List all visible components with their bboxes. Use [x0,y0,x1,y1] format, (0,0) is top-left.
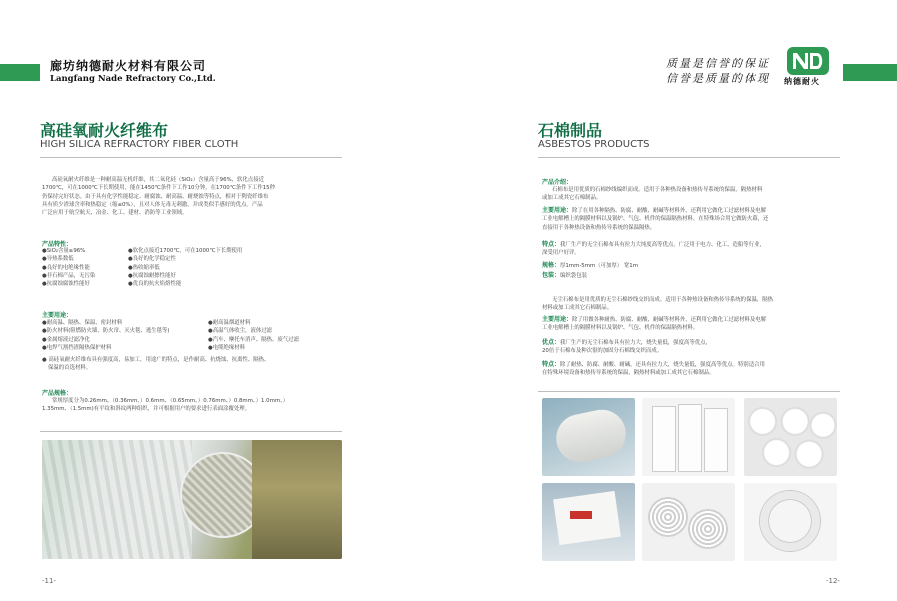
red-label [570,511,592,519]
use-item: ●电缆绝缘材料 [208,344,246,351]
intro-line: 1700℃，可在1000℃下长期使用，能在1450℃条件下工作10分钟，在1700℃条件下工作15秒 [42,185,275,192]
intro-line: 广泛应用于航空航天、冶金、化工、建材、消防等工业领域。 [42,210,188,217]
use-item: ●耐高温烟道材料 [208,320,251,326]
use2-block [542,316,842,333]
uses-extra-line: ● 高硅氧耐火纤维布具有强度高，易加工，用途广的特点，是作耐高、抗烧蚀、抗离性、隔热、 [42,357,270,363]
roll-shape [552,405,630,467]
uses-extra [42,356,342,373]
feat2-block [542,361,842,378]
use2-label: 主要用途： [542,316,573,323]
slogan-line-2: 信誉是质量的体现 [666,72,770,85]
features-col-2 [128,247,242,288]
title-divider [40,157,342,158]
right-intro [542,186,842,203]
spec-paragraph [42,397,342,414]
feature-item: ●优良的抗火焰熔性能 [128,281,182,288]
use-item: ●耐高温、隔热、保温、密封材料 [42,320,123,326]
adv-line: 20倍于石棉布及种次很的加固分石棉线交织而成。 [542,348,663,355]
use-item: ●电焊气割挡渣隔热保护材料 [42,344,112,351]
use1-line [542,207,842,215]
bag-shape [652,406,676,472]
right-intro-line: 石棉布是用优质的石棉纱线编织而成。适用于各种热设备和热传导系统的保温，隔热材料 [552,187,763,193]
use-item: ●汽车、摩托车消声、隔热、废气过滤 [208,336,299,343]
para2-line: 无尘石棉布是用优质的无尘石棉纱线交织而成。适用于各种热设备和热传导系统的保温，隔热 [552,297,774,303]
feature-item: ●抗腐蚀耐擦性能好 [128,272,176,279]
nd-logo [787,47,829,75]
feat1-label: 特点： [542,241,561,248]
feature-item: ●软化点接近1700℃，可在1000℃下长期使用 [128,248,243,254]
right-title-cn: 石棉制品 [538,121,603,140]
uses-extra-line: 保温的首选材料。 [48,365,92,372]
features-col-1 [42,247,95,288]
intro-paragraph [42,176,342,217]
page-title-cn: 高硅氧耐火纤维布 [40,121,169,140]
asbestos-rope-coil-photo [642,483,735,561]
company-name-cn: 廊坊纳德耐火材料有限公司 [50,59,207,73]
use1-block [542,207,842,232]
rope-ring [760,491,820,551]
para2-block [542,296,842,313]
right-text-divider [538,391,840,392]
logo-text: 纳德耐火 [784,77,820,86]
feat2-text: 除了耐热、防腐、耐酸、耐碱，还具有拉力大，烧失量低，强度高等优点。特别适合用 [560,362,765,368]
use-item: ●金属熔液过滤净化 [42,336,90,343]
feature-item: ●非石棉产品，无污染 [42,272,96,279]
fiber-cloth-photo [42,440,342,559]
feature-item: ●热收缩率低 [128,264,160,271]
asbestos-sheet-bag-photo [542,483,635,561]
asbestos-rope-ring-photo [744,483,837,561]
feature-item: ●良好的化学稳定性 [128,256,176,263]
feature-item: ●导热系数低 [42,256,74,263]
use-item: ●防火材料(阻燃防火墙、防火帘、灭火毯、逃生毯等) [42,328,170,335]
feat1-line: 深受用户好评。 [542,250,580,257]
use1-text: 除了在用各种隔热、防腐、耐酸、耐碱等材料外，还利用它做化工过滤材料及电解 [572,208,767,214]
use2-text: 除了用做各种耐热、防腐、耐酸、耐碱等材料外，还利用它做化工过滤材料及电解 [572,317,767,323]
uses-col-1 [42,319,170,352]
feat1-text: 我厂生产的无尘石棉布具有拉力大纯度高等优点，广泛用于电力、化工、造船等行业， [560,242,765,248]
adv-text: 我厂生产的无尘石棉布具有拉力大，烧失量低，强度高等优点， [560,340,711,346]
use1-label: 主要用途： [542,207,573,214]
bag-shape [678,404,702,472]
use1-line: 工业电解槽上的隔膜材料以及锅炉、气包、机件的保温隔热材料，在特殊场合用它做防火幕，还 [542,216,769,223]
rope-coil [648,497,688,537]
intro-line: 具有质少渣球含率和热稳定（缩≤0%），且对人体无毒无刺激，并成类似手感好的优点。产品 [42,201,263,208]
fiber-cloth-roll [42,440,192,559]
uses-col-2 [208,319,299,352]
spec1-label: 规格： [542,262,561,269]
spec1-text: 厚1mm-5mm（可加厚） 宽1m [560,263,638,269]
spec1-row [542,262,638,270]
left-header-bar [0,64,40,81]
feature-item: ●SiO₂含量≥96% [42,248,86,254]
fiber-cloth-gold-roll [252,440,342,559]
right-title-en: ASBESTOS PRODUCTS [538,139,650,150]
use2-line: 工业电解槽上的隔膜材料以及锅炉、气包、机件的保温隔热材料。 [542,325,699,332]
right-header-bar [843,64,897,81]
bag-shape [704,408,728,472]
asbestos-rolls-stack-photo [744,398,837,476]
nd-logo-mark [787,47,829,75]
feature-item: ●抗腐蚀腐蚀性能好 [42,281,90,288]
feat2-line [542,361,842,369]
feat2-line: 在特殊环境设备和热传导系统的保温，隔热材料或加工成其它石棉制品。 [542,370,715,377]
left-page-number: -11- [42,577,56,585]
feat1-line [542,241,842,249]
features-heading: 产品特性： [42,241,73,248]
pack-label: 包装： [542,272,561,279]
intro-line: 仍保持完好状态。由于具有化学性能稳定、耐腐蚀、耐高温、耐烧蚀等特点，相对于陶瓷纤维布 [42,193,269,200]
adv-block [542,339,842,356]
adv-label: 优点： [542,339,561,346]
rope-coil [688,509,728,549]
feature-item: ●良好的电绝缘性能 [42,264,90,271]
spec-line: 常规厚度分为0.26mm、（0.36mm、）0.6mm、（0.65mm、）0.76mm、）0.8mm、）1.0mm、） [52,398,289,404]
adv-line [542,339,842,347]
intro-line: 高硅氧耐火纤维是一种耐高温无机纤维，其二氧化硅（SiO₂）含量高于96%，软化点接近 [52,177,264,183]
right-page-number: -12- [826,577,840,585]
spec-divider [40,431,342,432]
feat2-label: 特点： [542,361,561,368]
use2-line [542,316,842,324]
slogan-line-1: 质量是信誉的保证 [666,57,770,70]
right-title-divider [538,157,840,158]
right-intro-line: 或加工成其它石棉制品。 [542,195,602,202]
para2-line: 材料或加工成其它石棉制品。 [542,305,613,312]
asbestos-cloth-roll-photo [542,398,635,476]
spec-heading: 产品规格： [42,390,73,397]
use-item: ●高温气体收尘，液体过滤 [208,328,273,335]
company-name-en: Langfang Nade Refractory Co.,Ltd. [50,74,216,84]
pack-text: 编织袋包装 [560,273,587,279]
pack-row [542,272,587,280]
asbestos-rolls-bags-photo [642,398,735,476]
page-title-en: HIGH SILICA REFRACTORY FIBER CLOTH [40,139,239,150]
feat1-block [542,241,842,258]
uses-heading: 主要用途： [42,312,73,319]
intro-heading: 产品介绍： [542,179,573,186]
spec-line: 1.35mm、（1.5mm)有平纹和斜纹两种组织，并可根据用户的要求进行表面涂覆处理。 [42,406,251,413]
use1-line: 直接用于各种热设备和热传导系统的保温隔热。 [542,224,656,231]
